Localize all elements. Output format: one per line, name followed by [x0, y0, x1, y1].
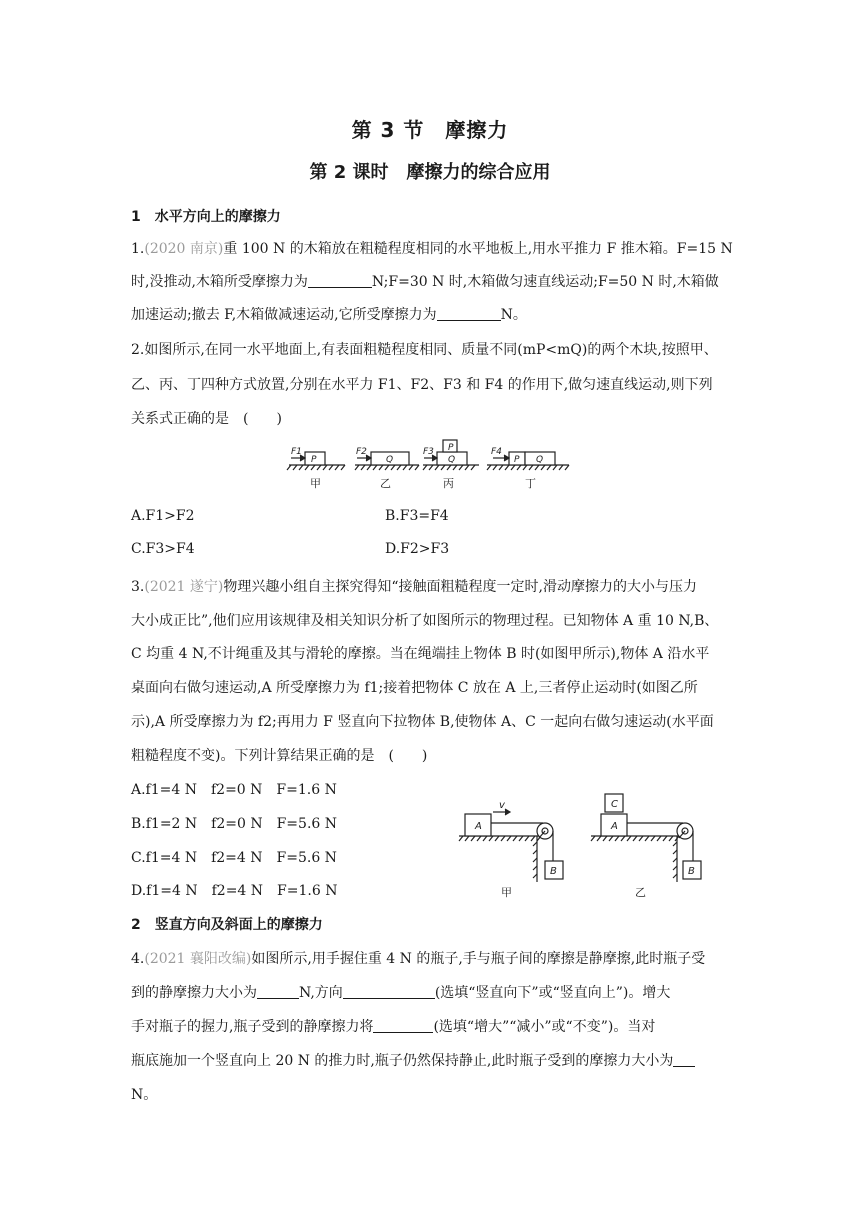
q4-number: 4. — [131, 951, 145, 967]
q2-line-1: 2.如图所示,在同一水平地面上,有表面粗糙程度相同、质量不同(mP<mQ)的两个木块,按照甲、 — [131, 342, 718, 358]
block-label-p-1: P — [311, 455, 317, 465]
q2-option-c[interactable]: C.F3>F4 — [131, 541, 195, 557]
q3-line-1 — [131, 576, 736, 596]
q4-text-4: 瓶底施加一个竖直向上 20 N 的推力时,瓶子仍然保持静止,此时瓶子受到的摩擦力大小为 — [131, 1053, 674, 1069]
q1-number: 1. — [131, 241, 145, 257]
block-label-q-3: Q — [536, 455, 544, 465]
block-label-p-3: P — [514, 455, 520, 465]
page-title: 第 3 节 摩擦力 — [351, 118, 509, 142]
q4-answer-blank-4[interactable] — [673, 1052, 695, 1067]
q1-source: (2020 南京) — [144, 241, 224, 257]
q4-text-3a: 手对瓶子的握力,瓶子受到的静摩擦力将 — [131, 1019, 374, 1035]
q4-text-1: 如图所示,用手握住重 4 N 的瓶子,手与瓶子间的摩擦是静摩擦,此时瓶子受 — [251, 951, 706, 967]
block-label-p-2: P — [448, 443, 454, 453]
q3-text-1: 物理兴趣小组自主探究得知“接触面粗糙程度一定时,滑动摩擦力的大小与压力 — [223, 579, 697, 595]
q4-text-3b: (选填“增大”“减小”或“不变”)。当对 — [433, 1019, 656, 1035]
q4-line-4 — [131, 1050, 736, 1070]
q3-figure — [455, 790, 725, 902]
q2-figure — [285, 436, 575, 494]
q4-text-2c: (选填“竖直向下”或“竖直向上”)。增大 — [434, 985, 671, 1001]
q4-source: (2021 襄阳改编) — [144, 951, 252, 967]
q1-line-2 — [131, 271, 736, 291]
block-label-b-yi: B — [688, 866, 695, 877]
block-label-a-yi: A — [611, 821, 618, 832]
q4-answer-blank-1[interactable] — [257, 984, 299, 999]
force-label-f3: F3 — [423, 447, 434, 457]
section-heading-1: 1 水平方向上的摩擦力 — [131, 209, 281, 225]
q4-line-1 — [131, 948, 736, 968]
q3-number: 3. — [131, 579, 145, 595]
q1-line-1 — [131, 238, 736, 258]
q1-text-3b: N。 — [500, 307, 527, 323]
q4-answer-blank-2[interactable] — [343, 984, 435, 999]
q4-line-3 — [131, 1016, 736, 1036]
q2-option-d[interactable]: D.F2>F3 — [385, 541, 450, 557]
velocity-label: v — [499, 800, 505, 811]
q3-line-2: 大小成正比”,他们应用该规律及相关知识分析了如图所示的物理过程。已知物体 A 重 10 N,B、 — [131, 613, 719, 629]
q1-line-3 — [131, 304, 736, 324]
q2-option-a[interactable]: A.F1>F2 — [131, 508, 195, 524]
force-label-f2: F2 — [356, 447, 367, 457]
q3-source: (2021 遂宁) — [144, 579, 224, 595]
figure-label-yi-3: 乙 — [635, 886, 646, 899]
q3-option-b[interactable]: B.f1=2 N f2=0 N F=5.6 N — [131, 816, 338, 832]
figure-label-ding: 丁 — [525, 477, 536, 490]
q3-option-d[interactable]: D.f1=4 N f2=4 N F=1.6 N — [131, 883, 338, 899]
q4-text-2a: 到的静摩擦力大小为 — [131, 985, 257, 1001]
q1-text-2b: N;F=30 N 时,木箱做匀速直线运动;F=50 N 时,木箱做 — [371, 274, 719, 290]
force-label-f4: F4 — [491, 447, 502, 457]
block-label-b-jia: B — [550, 866, 557, 877]
q2-line-2: 乙、丙、丁四种方式放置,分别在水平力 F1、F2、F3 和 F4 的作用下,做匀速直线运动,则下列 — [131, 377, 713, 393]
q1-answer-blank-1[interactable] — [308, 273, 372, 288]
q1-text-1: 重 100 N 的木箱放在粗糙程度相同的水平地板上,用水平推力 F 推木箱。F=15 N — [223, 241, 733, 257]
force-label-f1: F1 — [291, 447, 302, 457]
figure-label-yi: 乙 — [380, 477, 391, 490]
block-label-a-jia: A — [475, 821, 482, 832]
q1-text-2a: 时,没推动,木箱所受摩擦力为 — [131, 274, 308, 290]
q3-line-5: 示),A 所受摩擦力为 f2;再用力 F 竖直向下拉物体 B,使物体 A、C 一起向右做匀速运动(水平面 — [131, 714, 714, 730]
q4-answer-blank-3[interactable] — [373, 1018, 433, 1033]
q1-answer-blank-2[interactable] — [437, 306, 501, 321]
q4-text-2b: N,方向 — [299, 985, 343, 1001]
q1-text-3a: 加速运动;撤去 F,木箱做减速运动,它所受摩擦力为 — [131, 307, 437, 323]
figure-label-jia: 甲 — [310, 477, 321, 490]
figure-label-jia-3: 甲 — [501, 886, 512, 899]
block-label-q-1: Q — [386, 455, 394, 465]
q2-option-b[interactable]: B.F3=F4 — [385, 508, 449, 524]
section-heading-2: 2 竖直方向及斜面上的摩擦力 — [131, 917, 323, 933]
block-label-c-yi: C — [611, 799, 618, 810]
q4-line-5: N。 — [131, 1087, 158, 1103]
q3-line-3: C 均重 4 N,不计绳重及其与滑轮的摩擦。当在绳端挂上物体 B 时(如图甲所示),物体 A 沿水平 — [131, 646, 710, 662]
q3-line-6: 粗糙程度不变)。下列计算结果正确的是 ( ) — [131, 748, 428, 764]
q3-line-4: 桌面向右做匀速运动,A 所受摩擦力为 f1;接着把物体 C 放在 A 上,三者停止运动时(如图乙所 — [131, 680, 698, 696]
figure-label-bing: 丙 — [443, 477, 454, 490]
lesson-subtitle: 第 2 课时 摩擦力的综合应用 — [309, 162, 551, 183]
block-label-q-2: Q — [448, 455, 456, 465]
q4-line-2 — [131, 982, 736, 1002]
q2-line-3: 关系式正确的是 ( ) — [131, 411, 282, 427]
q3-option-a[interactable]: A.f1=4 N f2=0 N F=1.6 N — [131, 782, 337, 798]
q3-option-c[interactable]: C.f1=4 N f2=4 N F=5.6 N — [131, 850, 337, 866]
